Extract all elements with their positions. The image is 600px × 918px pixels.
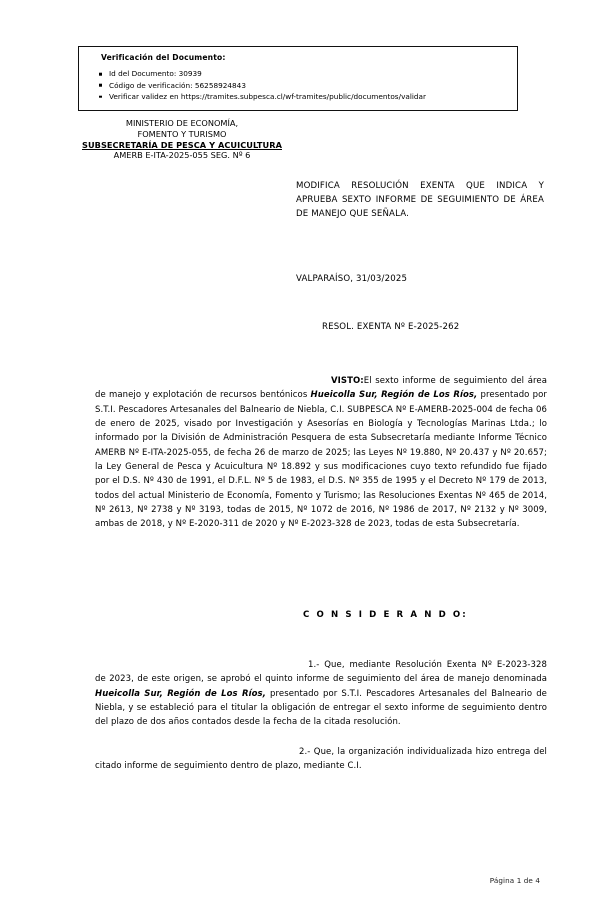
city-date: VALPARAÍSO, 31/03/2025 <box>296 274 408 284</box>
visto-label: VISTO: <box>331 376 364 386</box>
considerando-2-text-1: 2.- Que, la organización individualizada hizo entrega del citado informe de seguimiento dentro de plazo, mediante C.I. <box>95 746 547 771</box>
visto-text-2: presentado por S.T.I. Pescadores Artesanales del Balneario de Niebla, C.I. SUBPESCA Nº E-AMERB-2025-004 de fecha 06 de enero de 2025, visado por Investigación y Asesorías en Biología y Tecnologías Marinas Ltda.; lo informado por la División de Administración Pesquera de esta Subsecretaría mediante Informe Técnico AMERB Nº E-ITA-2025-055, de fecha 26 de marzo de 2025; las Leyes Nº 19.880, Nº 20.437 y Nº 20.657; la Ley General de Pesca y Acuicultura Nº 18.892 y sus modificaciones cuyo texto refundido fue fijado por el D.S. Nº 430 de 1991, el D.F.L. Nº 5 de 1983, el D.S. Nº 355 de 1995 y el Decreto Nº 179 de 2013, todos del actual Ministerio de Economía, Fomento y Turismo; las Resoluciones Exentas Nº 465 de 2014, Nº 2613, Nº 2738 y Nº 3193, todas de 2015, Nº 1072 de 2016, Nº 1986 de 2017, Nº 2132 y Nº 3009, ambas de 2018, y Nº E-2020-311 de 2020 y Nº E-2023-328 de 2023, todas de esta Subsecretaría. <box>95 390 547 530</box>
verification-title: Verificación del Documento: <box>101 53 226 62</box>
considerando-section <box>95 658 547 773</box>
letterhead-file-code: AMERB E-ITA-2025-055 SEG. Nº 6 <box>113 150 251 161</box>
verification-item-code <box>95 80 507 91</box>
considerando-paragraph-1 <box>95 658 547 730</box>
letterhead-subsecretaria: SUBSECRETARÍA DE PESCA Y ACUICULTURA <box>82 139 282 150</box>
letterhead <box>40 118 324 161</box>
visto-text-1: El sexto informe de seguimiento del área de manejo y explotación de recursos bentónicos <box>95 376 547 401</box>
verification-item-text: Verificar validez en https://tramites.subpesca.cl/wf-tramites/public/documentos/validar <box>109 91 427 101</box>
letterhead-ministry-line1: MINISTERIO DE ECONOMÍA, <box>125 118 239 128</box>
bullet-icon <box>99 84 102 87</box>
considerando-1-text-1: 1.- Que, mediante Resolución Exenta Nº E-2023-328 de 2023, de este origen, se aprobó el quinto informe de seguimiento del área de manejo denominada <box>95 660 547 685</box>
bullet-icon <box>99 73 102 76</box>
considerando-heading: C O N S I D E R A N D O: <box>303 610 468 620</box>
page-footer: Página 1 de 4 <box>489 876 540 885</box>
considerando-1-text-2: presentado por S.T.I. Pescadores Artesanales del Balneario de Niebla, y se estableció para el titular la obligación de entregar el sexto informe de seguimiento dentro del plazo de dos años contados desde la fecha de la citada resolución. <box>95 688 547 728</box>
letterhead-ministry-line2: FOMENTO Y TURISMO <box>137 128 227 139</box>
considerando-paragraph-2 <box>95 745 547 774</box>
visto-emphasis-area-name: Hueicolla Sur, Región de Los Ríos, <box>310 390 478 401</box>
visto-paragraph <box>95 374 547 531</box>
verification-item-text: Id del Documento: 30939 <box>109 69 202 79</box>
verification-box <box>78 46 518 111</box>
visto-section <box>95 374 547 531</box>
verification-item-document-id <box>95 68 507 79</box>
subject-block: MODIFICA RESOLUCIÓN EXENTA QUE INDICA Y APRUEBA SEXTO INFORME DE SEGUIMIENTO DE ÁREA DE MANEJO QUE SEÑALA. <box>296 181 544 219</box>
bullet-icon <box>99 95 102 98</box>
verification-item-text: Código de verificación: 56258924843 <box>109 80 246 90</box>
considerando-1-emphasis-area-name: Hueicolla Sur, Región de Los Ríos, <box>95 688 266 699</box>
verification-item-url <box>95 91 507 102</box>
verification-list <box>95 68 507 102</box>
resolution-number: RESOL. EXENTA Nº E-2025-262 <box>322 322 460 332</box>
